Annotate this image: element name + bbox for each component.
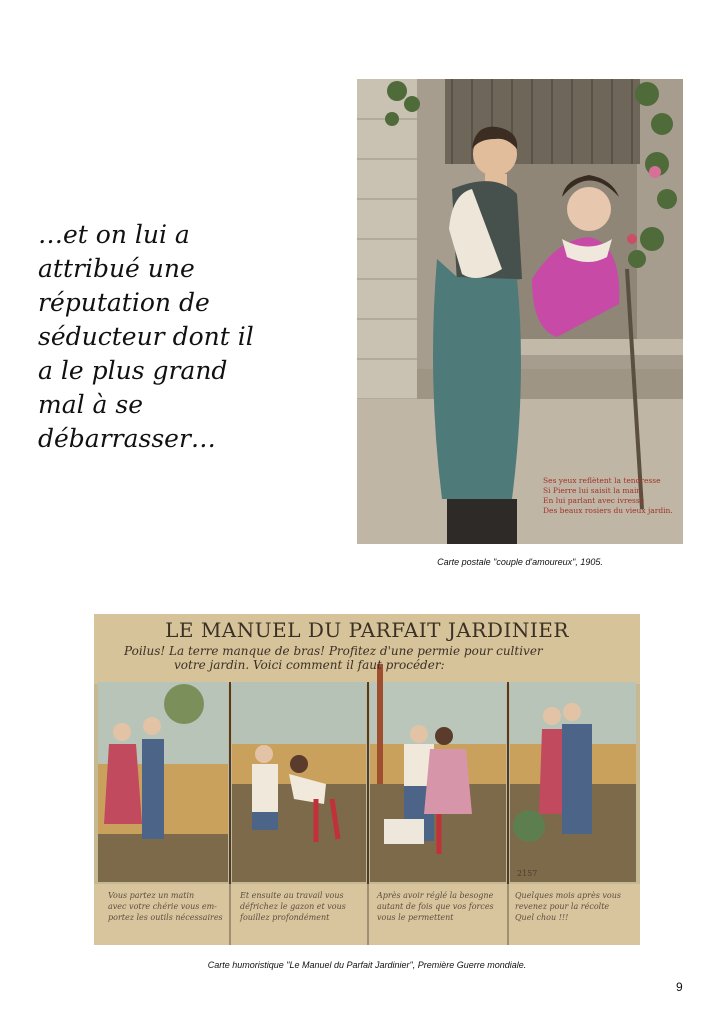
quote-line: débarrasser… xyxy=(38,424,216,453)
verse-line: portez les outils nécessaires xyxy=(108,913,223,922)
poem-line: Si Pierre lui saisit la main, xyxy=(543,486,644,495)
quote-line: a le plus grand xyxy=(38,356,228,385)
poem-line: Ses yeux reflètent la tendresse xyxy=(543,476,661,485)
verse-line: Quelques mois après vous xyxy=(515,891,621,900)
poem-line: En lui parlant avec ivresse xyxy=(543,496,645,505)
verse-line: Quel chou !!! xyxy=(515,913,569,922)
poem-line: Des beaux rosiers du vieux jardin. xyxy=(543,506,673,515)
quote-line: séducteur dont il xyxy=(38,322,254,351)
subtitle-line: votre jardin. Voici comment il faut procéder: xyxy=(174,658,445,672)
postcard-gardener-image xyxy=(94,614,640,945)
verse-line: autant de fois que vos forces xyxy=(377,902,494,911)
panel-verse-4 xyxy=(515,890,633,923)
quote-line: mal à se xyxy=(38,390,144,419)
postcard-subtitle xyxy=(124,644,604,672)
verse-line: vous le permettent xyxy=(377,913,454,922)
quote-line: réputation de xyxy=(38,288,210,317)
quote-text xyxy=(38,218,298,456)
verse-line: revenez pour la récolte xyxy=(515,902,610,911)
verse-line: fouillez profondément xyxy=(240,913,330,922)
verse-line: Vous partez un matin xyxy=(108,891,195,900)
verse-line: avec votre chérie vous em- xyxy=(108,902,217,911)
quote-line: attribué une xyxy=(38,254,195,283)
postcard-title: LE MANUEL DU PARFAIT JARDINIER xyxy=(165,618,569,642)
panel-verse-2 xyxy=(240,890,368,923)
panel-verse-3 xyxy=(377,890,505,923)
postcard-couple-image xyxy=(357,79,683,544)
postcard-couple-illustration xyxy=(357,79,683,544)
postcard-poem xyxy=(543,476,683,516)
quote-line: …et on lui a xyxy=(38,220,190,249)
verse-line: Après avoir réglé la besogne xyxy=(377,891,494,900)
verse-line: Et ensuite au travail vous xyxy=(240,891,344,900)
verse-line: défrichez le gazon et vous xyxy=(240,902,346,911)
postcard-number: 2157 xyxy=(517,869,538,878)
page-number: 9 xyxy=(676,980,683,994)
figure-caption-2: Carte humoristique "Le Manuel du Parfait Jardinier", Première Guerre mondiale. xyxy=(207,960,527,970)
figure-caption-1: Carte postale "couple d'amoureux", 1905. xyxy=(437,557,603,567)
subtitle-line: Poilus! La terre manque de bras! Profitez d'une permie pour cultiver xyxy=(124,644,543,658)
panel-verse-1 xyxy=(108,890,236,923)
